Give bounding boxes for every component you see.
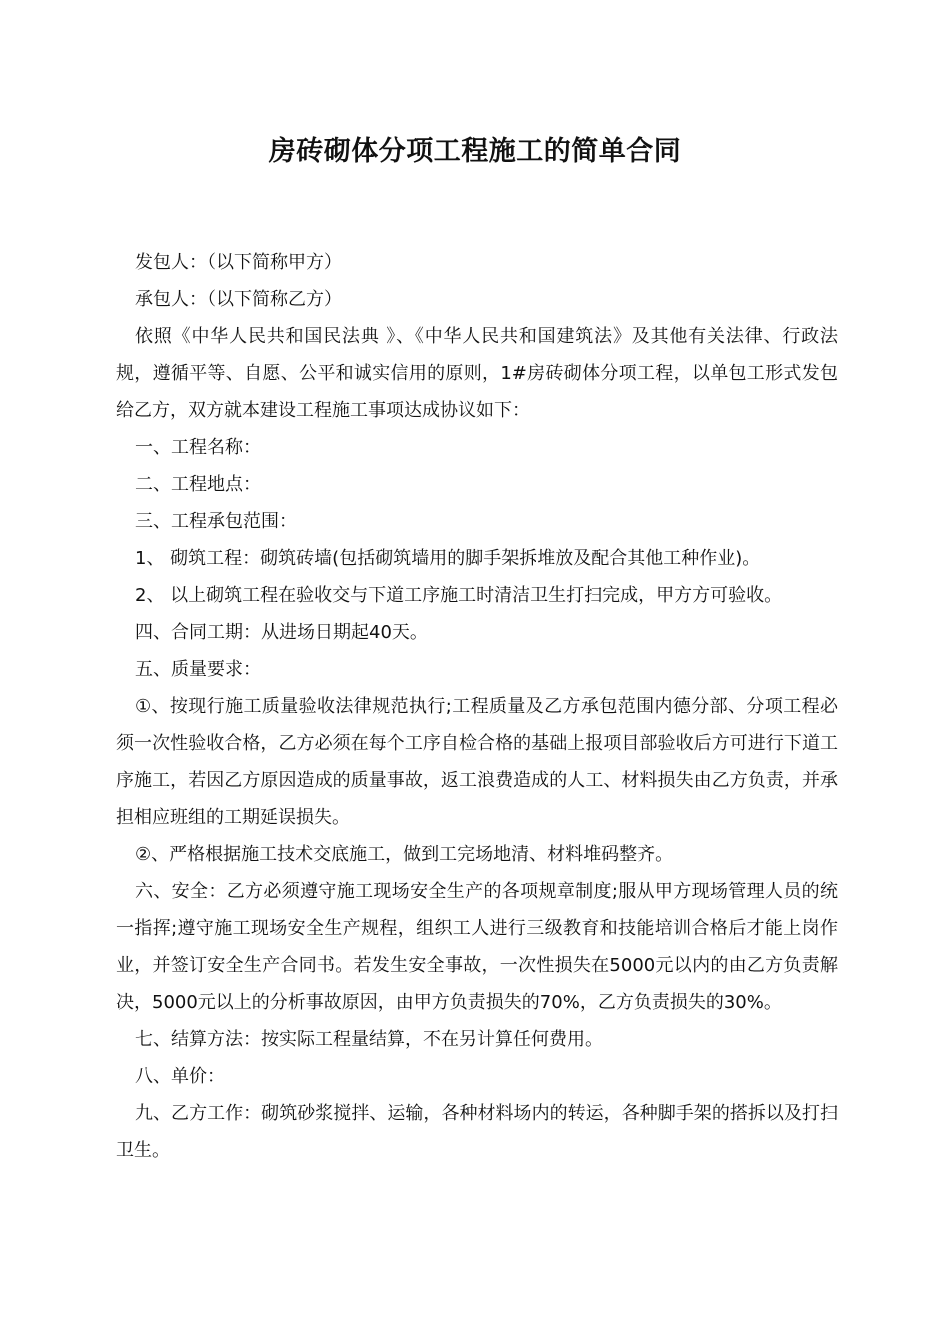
clause-unit-price: 八、单价： [135,1066,225,1087]
clause-settlement: 七、结算方法：按实际工程量结算，不在另计算任何费用。 [135,1029,603,1050]
clause-project-location: 二、工程地点： [135,474,261,495]
clause-scope-item-1: 1、 砌筑工程：砌筑砖墙(包括砌筑墙用的脚手架拆堆放及配合其他工种作业)。 [135,548,761,569]
contract-body [116,244,838,1169]
clause-quality-item-2: ②、严格根据施工技术交底施工，做到工完场地清、材料堆码整齐。 [135,844,674,865]
clause-quality-item-1: ①、按现行施工质量验收法律规范执行;工程质量及乙方承包范围内德分部、分项工程必须一次性验收合格，乙方必须在每个工序自检合格的基础上报项目部验收后方可进行下道工序施工，若因乙方原因造成的质量事故，返工浪费造成的人工、材料损失由乙方负责，并承担相应班组的工期延误损失。 [116,696,838,828]
clause-contractor: 承包人：（以下简称乙方） [135,289,342,310]
document-title: 房砖砌体分项工程施工的简单合同 [268,136,682,167]
clause-project-name: 一、工程名称： [135,437,261,458]
clause-scope-item-2: 2、 以上砌筑工程在验收交与下道工序施工时清洁卫生打扫完成，甲方方可验收。 [135,585,783,606]
clause-duration: 四、合同工期：从进场日期起40天。 [135,622,428,643]
clause-quality-heading: 五、质量要求： [135,659,261,680]
clause-safety: 六、安全：乙方必须遵守施工现场安全生产的各项规章制度;服从甲方现场管理人员的统一指挥;遵守施工现场安全生产规程，组织工人进行三级教育和技能培训合格后才能上岗作业，并签订安全生产合同书。若发生安全事故，一次性损失在5000元以内的由乙方负责解决，5000元以上的分析事故原因，由甲方负责损失的70%，乙方负责损失的30%。 [116,881,838,1013]
clause-contractor-work: 九、乙方工作：砌筑砂浆搅拌、运输，各种材料场内的转运，各种脚手架的搭拆以及打扫卫生。 [116,1103,838,1161]
clause-preamble: 依照《中华人民共和国民法典 》、《中华人民共和国建筑法》及其他有关法律、行政法规，遵循平等、自愿、公平和诚实信用的原则，1#房砖砌体分项工程，以单包工形式发包给乙方，双方就本建设工程施工事项达成协议如下： [116,326,838,421]
clause-scope-heading: 三、工程承包范围： [135,511,297,532]
clause-employer: 发包人：（以下简称甲方） [135,252,342,273]
